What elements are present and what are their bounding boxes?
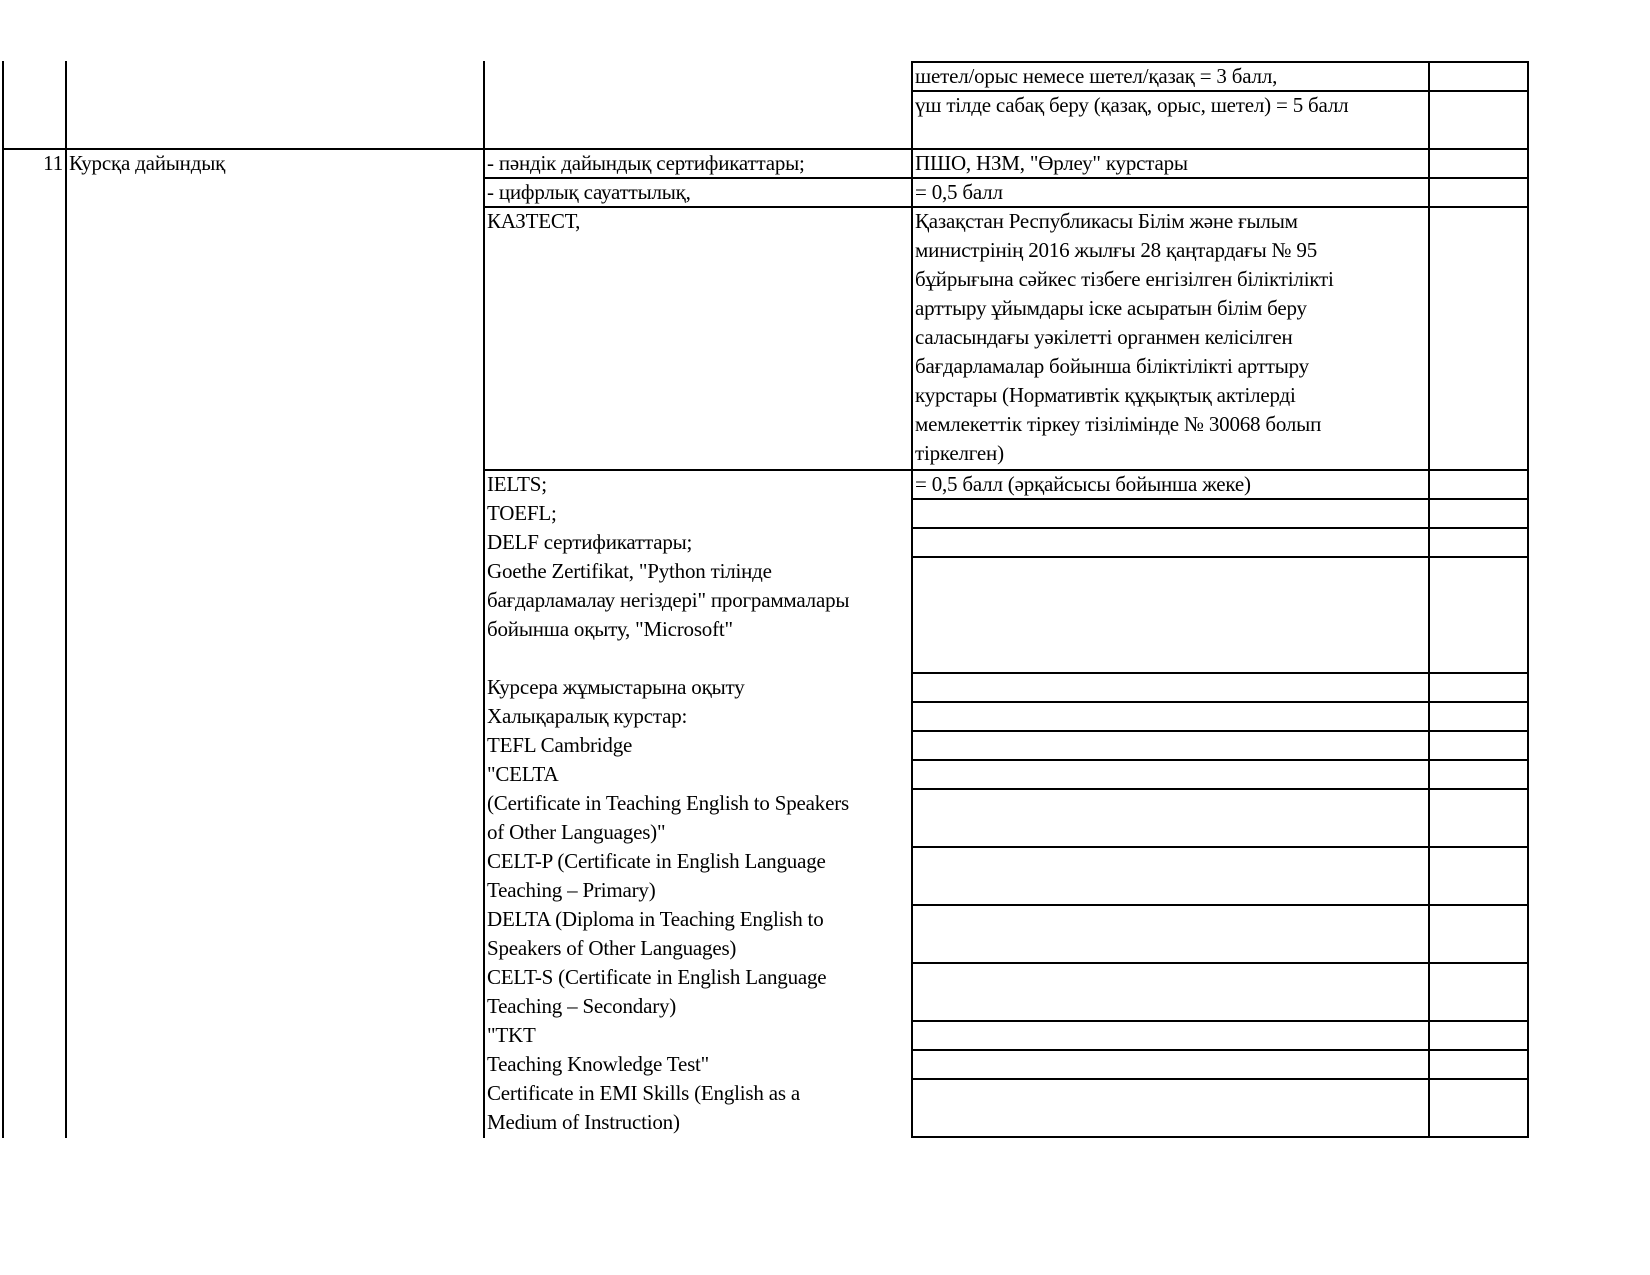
criteria-line: бұйрығына сәйкес тізбеге енгізілген біліктілікті: [915, 267, 1334, 291]
certificate-line: DELF сертификаттары;: [487, 530, 693, 554]
certificate-line: CELT-P (Certificate in English Language: [487, 849, 826, 873]
row-border: [911, 730, 1529, 732]
item-text: КАЗТЕСТ,: [487, 209, 581, 233]
row-border: [911, 1049, 1529, 1051]
certificate-line: CELT-S (Certificate in English Language: [487, 965, 827, 989]
row-border: [911, 701, 1529, 703]
certificate-line: Teaching Knowledge Test": [487, 1052, 710, 1076]
certificate-line: Teaching – Secondary): [487, 994, 677, 1018]
col-border-criteria: [1428, 61, 1430, 1138]
criteria-line: тіркелген): [915, 441, 1004, 465]
row-border: [911, 1020, 1529, 1022]
certificate-line: (Certificate in Teaching English to Speakers: [487, 791, 849, 815]
col-border-number: [65, 61, 67, 1138]
certificate-line: бағдарламалау негіздері" программалары: [487, 588, 850, 612]
row-border: [911, 962, 1529, 964]
criteria-line: мемлекеттік тіркеу тізілімінде № 30068 болып: [915, 412, 1322, 436]
row-border: [911, 759, 1529, 761]
certificate-line: Курсера жұмыстарына оқыту: [487, 675, 745, 699]
col-border-items: [911, 61, 913, 1138]
row-border: [911, 672, 1529, 674]
row-border: [911, 556, 1529, 558]
item-text: - цифрлық сауаттылық,: [487, 180, 691, 204]
certificate-line: Certificate in EMI Skills (English as a: [487, 1081, 800, 1105]
row-border-bottom: [911, 1136, 1529, 1138]
certificate-line: TEFL Cambridge: [487, 733, 633, 757]
criteria-line: бағдарламалар бойынша біліктілікті арттыру: [915, 354, 1309, 378]
certificate-line: Goethe Zertifikat, "Python тілінде: [487, 559, 772, 583]
row-border: [911, 527, 1529, 529]
criteria-text: ПШО, НЗМ, "Өрлеу" курстары: [915, 151, 1188, 175]
certificate-line: of Other Languages)": [487, 820, 666, 844]
indicator-name: Курсқа дайындық: [69, 151, 226, 175]
criteria-line: курстары (Нормативтік құқықтық актілерді: [915, 383, 1296, 407]
row-border: [911, 1078, 1529, 1080]
certificate-line: TOEFL;: [487, 501, 557, 525]
row-border: [911, 904, 1529, 906]
certificate-line: "CELTA: [487, 762, 559, 786]
criteria-line: Қазақстан Республикасы Білім және ғылым: [915, 209, 1298, 233]
criteria-text: шетел/орыс немесе шетел/қазақ = 3 балл,: [915, 64, 1278, 88]
criteria-line: министрінің 2016 жылғы 28 қаңтардағы № 95: [915, 238, 1318, 262]
certificate-line: "TKT: [487, 1023, 536, 1047]
col-border-left: [2, 61, 4, 1138]
certificate-line: Medium of Instruction): [487, 1110, 680, 1134]
criteria-text: үш тілде сабақ беру (қазақ, орыс, шетел) = 5 балл: [915, 93, 1349, 117]
col-border-right: [1527, 61, 1529, 1138]
criteria-line: арттыру ұйымдары іске асыратын білім беру: [915, 296, 1307, 320]
row-border: [911, 846, 1529, 848]
certificate-line: Teaching – Primary): [487, 878, 656, 902]
col-border-indicator: [483, 61, 485, 1138]
criteria-text: = 0,5 балл: [915, 180, 1003, 204]
certificate-line: Халықаралық курстар:: [487, 704, 688, 728]
criteria-line: саласындағы уәкілетті органмен келісілген: [915, 325, 1293, 349]
certificates-criteria: = 0,5 балл (әрқайсысы бойынша жеке): [915, 472, 1251, 496]
item-text: - пәндік дайындық сертификаттары;: [487, 151, 805, 175]
certificate-line: бойынша оқыту, "Microsoft": [487, 617, 733, 641]
certificate-line: DELTA (Diploma in Teaching English to: [487, 907, 824, 931]
row-border: [911, 788, 1529, 790]
certificate-line: IELTS;: [487, 472, 547, 496]
row-number: 11: [43, 151, 63, 175]
certificate-line: Speakers of Other Languages): [487, 936, 737, 960]
